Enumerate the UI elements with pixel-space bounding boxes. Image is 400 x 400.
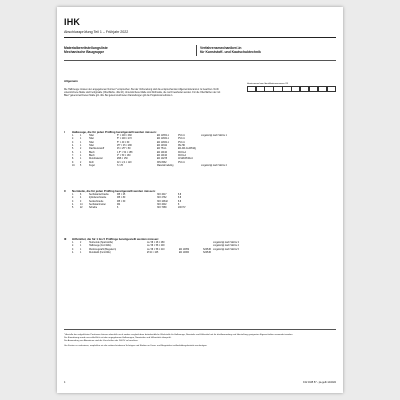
semi-finished-table — [72, 135, 336, 168]
item-material: 8.8 — [178, 197, 182, 200]
page-number: 4 — [64, 381, 66, 384]
item-dimensions: 3* × 50 × 160 — [117, 155, 131, 158]
section-3-numeral: III — [64, 237, 67, 241]
item-number: 6. — [72, 151, 74, 154]
item-quantity: 1 — [80, 151, 82, 154]
item-number: 1. — [72, 242, 74, 244]
item-number: 3. — [72, 248, 74, 251]
section-1-title: Halbzeuge, die für jeden Prüfling bereitgestellt werden müssen: — [72, 130, 157, 134]
list-title: Materialbereitstellungsliste — [64, 46, 108, 50]
item-name: Tafel — [89, 135, 94, 137]
profession-title: Verfahrensmechaniker/-in — [200, 46, 242, 50]
table-row — [72, 252, 336, 255]
item-dimensions: 1,5* × 54 × 158 — [117, 151, 133, 154]
item-note: vorgefertigt nach Skizze 4 — [213, 245, 239, 248]
item-standard: EN 11833-1 — [157, 138, 169, 141]
item-quantity: 1 — [80, 135, 82, 137]
item-dimensions: 45 × 25* × 80 — [117, 148, 131, 151]
section-2-heading — [64, 189, 336, 193]
profession-subtitle: für Kunststoff- und Kautschuktechnik — [200, 50, 261, 55]
item-note: vorgefertigt nach Skizze 3 — [213, 242, 239, 244]
item-dimensions: 5* × 40 × 60 — [117, 141, 130, 144]
general-heading: Allgemein — [64, 79, 78, 83]
item-name: Flachkunststoff — [89, 148, 105, 151]
item-number: 4. — [72, 252, 74, 255]
section-semi-finished — [64, 130, 336, 168]
item-material: 11SMnPb30+C — [178, 158, 194, 161]
item-standard: EN 10130 — [157, 155, 168, 158]
item-dimensions: M5 × 80 — [117, 197, 126, 200]
item-material: 200 HV — [178, 207, 186, 210]
item-name: Scheibe — [89, 207, 98, 210]
item-number: 4. — [72, 145, 74, 148]
table-row — [72, 207, 336, 210]
item-dimensions: 5* × 200 × 382 — [117, 135, 132, 137]
item-dimensions: ca. 58 × 58 × 200 — [147, 245, 165, 248]
item-standard: EN 754-1 — [157, 148, 167, 151]
item-name: Heizsonde (Spannstifte) — [89, 242, 114, 244]
item-material: 8 — [178, 204, 180, 207]
id-number-cell[interactable] — [318, 86, 327, 92]
item-quantity: 2 — [80, 148, 82, 151]
item-number: 5. — [72, 207, 74, 210]
item-material: PE-HD — [178, 145, 186, 148]
table-row — [72, 165, 336, 168]
item-dimensions: ca. 58 × 58 × 210 — [147, 248, 165, 251]
item-material: S235JR — [203, 248, 212, 251]
id-number-cell[interactable] — [300, 86, 309, 92]
item-name: Sechskantschraube — [89, 194, 109, 196]
title-rule — [64, 60, 336, 61]
id-number-box — [247, 83, 336, 92]
footnote-paragraph: * Anstelle der aufgeführten Positionen können ebenfalls auch andere vergleichbare betriebsübliche Werkstoffe für Halbzeuge, Normteile und Hilfsmittel mit für die Anwendung und Herstellung geeigneten Eigenschaften verwendet werden. — [64, 334, 293, 336]
item-quantity: 1 — [80, 141, 82, 144]
id-number-label: Identnummer/vom Identifikationsnummer 2/3 — [247, 83, 289, 85]
item-material: 8.8 — [178, 200, 182, 203]
section-1-numeral: I — [64, 130, 65, 134]
item-dimensions: M5 × 60 — [117, 200, 126, 203]
item-number: 3. — [72, 141, 74, 144]
item-dimensions: 6 — [117, 207, 119, 210]
item-dimensions: S / 25 — [117, 165, 123, 168]
item-name: Blech — [89, 151, 95, 154]
section-1-heading — [64, 130, 336, 134]
item-name: Werkzeugstahl (Biegekern) — [89, 248, 117, 251]
item-material: PVC-U — [178, 161, 186, 164]
section-standard-parts — [64, 189, 336, 211]
footnote-paragraph: Die Anwendung von Aluminium sind die Vorschriften der DGUV zu beachten. — [64, 340, 139, 342]
item-material: S235JR — [203, 252, 212, 255]
item-number: 5. — [72, 148, 74, 151]
id-number-cells — [247, 86, 336, 92]
footnote-block — [64, 334, 336, 348]
item-standard: ISO 10642 — [157, 200, 168, 203]
item-number: 8. — [72, 158, 74, 161]
item-dimensions: M4 — [117, 204, 121, 207]
item-name: Senkschraube — [89, 200, 104, 203]
item-quantity: 1 — [80, 145, 82, 148]
item-standard: EN 14632 — [157, 145, 168, 148]
item-name: Halbzeuge (Formhilfe) — [89, 245, 112, 248]
item-number: 3. — [72, 200, 74, 203]
item-quantity: 1 — [80, 158, 82, 161]
item-dimensions: 25* × 45 × 280 — [117, 145, 132, 148]
item-quantity: 1 — [80, 252, 82, 255]
item-quantity: 5 — [80, 165, 82, 168]
item-number: 2. — [72, 245, 74, 248]
ihk-logo: IHK — [64, 17, 81, 27]
item-number: 1. — [72, 194, 74, 196]
item-name: Sechskantmutter — [89, 204, 106, 207]
item-name: Rohr — [89, 161, 94, 164]
page-code: F22 1945 57 - pa-gelb 14/2022 — [303, 381, 336, 384]
header-rule — [64, 37, 336, 38]
item-name: Blech — [89, 155, 95, 158]
item-number: 2. — [72, 197, 74, 200]
item-material — [178, 165, 201, 168]
item-dimensions: ca. 58 × 28 × 280 — [147, 242, 165, 244]
general-intro: Die Halbzeuge müssen den angegebenen Normen* entsprechen. Bei der Vorbereitung sind die entsprechenden Allgemeintoleranzen zu beachten. Nicht unterstrichene Maße sind Fertigmaße (Oberfläche √Ra 16). Unterstrichene Maße sind Rohmaße, die noch bearbeitet werden. Für die Oberflächen der mit Blau* gekennzeichneten Maße gilt √Ra. Bei gekennzeichneten Darstellungen gilt die Projektionsmethode 1. — [64, 89, 221, 98]
section-3-title: Hilfsmittel, die für 1 bis 5 Prüflinge bereitgestellt werden müssen: — [72, 237, 160, 241]
item-standard: EN 10059 — [179, 248, 190, 251]
item-name: Rundstahl (Formhilfe) — [89, 252, 111, 255]
item-standard: EN 11833-1 — [157, 141, 169, 144]
item-standard: Material beliebig — [157, 165, 174, 168]
item-quantity: 6 — [80, 194, 82, 196]
profession-block — [200, 46, 336, 55]
section-auxiliaries — [64, 237, 336, 255]
item-dimensions: 5* × 200 × 272 — [117, 138, 132, 141]
item-number: 2. — [72, 138, 74, 141]
item-number: 1. — [72, 135, 74, 137]
item-number: 4. — [72, 204, 74, 207]
item-standard: EN 10130 — [157, 151, 168, 154]
item-dimensions: 32 × 2,4 × 120 — [117, 161, 132, 164]
section-2-title: Normteile, die für jeden Prüfling bereitgestellt werden müssen: — [72, 189, 156, 193]
id-number-cell[interactable] — [309, 86, 318, 92]
item-standard: EN 10278 — [157, 158, 168, 161]
item-material: EN AW-Cu4PbMg — [178, 148, 196, 151]
item-quantity: 2 — [80, 242, 82, 244]
item-dimensions: Ø 32 × 105 — [147, 252, 159, 255]
exam-title: Abschlussprüfung Teil 1 – Frühjahr 2022 — [64, 30, 129, 34]
item-note: vorgefertigt nach Skizze 1 — [201, 135, 227, 137]
item-quantity: 1 — [80, 248, 82, 251]
item-name: Tafel — [89, 145, 94, 148]
item-number: 9. — [72, 161, 74, 164]
item-name: Kugel — [89, 165, 95, 168]
item-standard: ISO 4762 — [157, 197, 167, 200]
item-quantity: 1 — [80, 155, 82, 158]
footnote-rule — [64, 329, 336, 330]
item-standard: ISO 4017 — [157, 194, 167, 196]
item-quantity: 22 — [80, 207, 83, 210]
item-material: PVC-U — [178, 138, 186, 141]
footnote-paragraph: Die Einordnung wurde ausschließlich mit den angegebenen Halbzeugen, Normteilen und Hilfsmitteln überprüft. — [64, 337, 172, 339]
id-number-cell[interactable] — [282, 86, 291, 92]
item-note: vorgefertigt nach Skizze 2 — [201, 165, 227, 168]
item-standard: ISO 7089 — [157, 207, 167, 210]
item-material: DC01-A — [178, 151, 187, 154]
id-number-cell[interactable] — [256, 86, 265, 92]
id-number-cell[interactable] — [291, 86, 300, 92]
item-material: DC01-A — [178, 155, 187, 158]
footnote-paragraph: Um Kosten zu reduzieren, empfehlen wir die vorbeschriebenen Schrägen und Radien an Form- und Biegeteilen im Ausbildungsbetrieb anzufertigen. — [64, 345, 208, 347]
item-quantity: 3 — [80, 200, 82, 203]
item-name: Tafel — [89, 141, 94, 144]
item-quantity: 4 — [80, 197, 82, 200]
item-material: PVC-U — [178, 141, 186, 144]
section-2-numeral: II — [64, 189, 66, 193]
item-name: Tafel — [89, 138, 94, 141]
item-number: 7. — [72, 155, 74, 158]
item-standard: EN 11653-1 — [157, 135, 169, 137]
item-material: 8.8 — [178, 194, 182, 196]
id-number-cell[interactable] — [247, 86, 256, 92]
item-standard: EN 10060 — [179, 252, 190, 255]
id-number-cell[interactable] — [327, 86, 336, 92]
item-dimensions: Ø28 × 150 — [117, 158, 128, 161]
id-number-cell[interactable] — [264, 86, 273, 92]
item-number: 10. — [72, 165, 76, 168]
item-name: Rundmaterial — [89, 158, 103, 161]
item-dimensions: M5 × 25 — [117, 194, 126, 196]
list-subtitle: Mechanische Baugruppe — [64, 50, 105, 55]
standard-parts-table — [72, 194, 336, 211]
item-material: PVC-U — [178, 135, 186, 137]
id-number-cell[interactable] — [273, 86, 282, 92]
header-divider — [196, 45, 197, 56]
item-note: vorgefertigt nach Skizze 5 — [213, 248, 239, 251]
auxiliaries-table — [72, 242, 336, 255]
item-quantity: 1 — [80, 245, 82, 248]
item-name: Zylinderschraube — [89, 197, 107, 200]
item-quantity: 14 — [80, 204, 83, 207]
item-quantity: 1 — [80, 138, 82, 141]
section-3-heading — [64, 237, 336, 241]
item-standard: ISO 4032 — [157, 204, 167, 207]
item-note — [201, 207, 261, 210]
item-note — [213, 252, 283, 255]
document-page — [57, 7, 343, 393]
list-title-block — [64, 46, 194, 55]
item-standard: DIN 8062 — [157, 161, 167, 164]
item-quantity: 2 — [80, 161, 82, 164]
